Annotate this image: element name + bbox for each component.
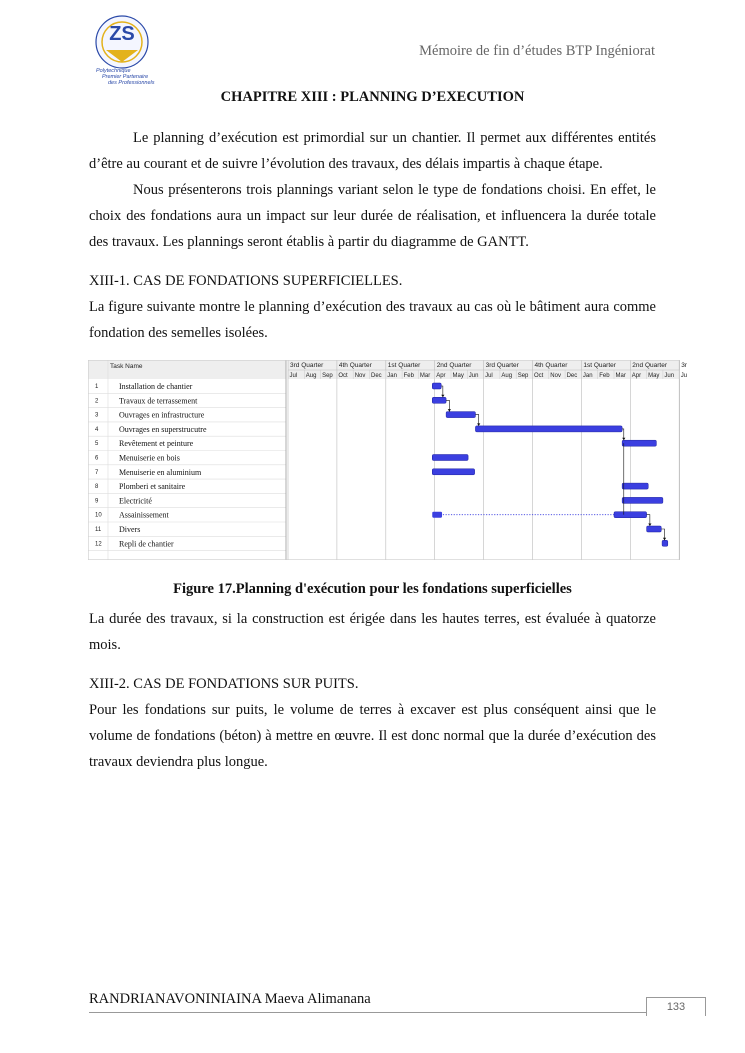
gantt-quarter-label: 4th Quarter <box>534 362 568 369</box>
logo-caption-line-3: des Professionnels <box>108 80 155 86</box>
gantt-month-label: Jul <box>289 373 298 379</box>
gantt-task-id: 6 <box>95 455 99 462</box>
gantt-bar <box>446 412 475 418</box>
gantt-month-label: Mar <box>615 373 626 379</box>
footer-author: RANDRIANAVONINIAINA Maeva Alimanana <box>89 991 371 1007</box>
gantt-task-name: Installation de chantier <box>119 382 193 391</box>
gantt-task-id: 3 <box>95 412 99 419</box>
logo-caption-line-1: Polytechnique <box>96 68 131 74</box>
gantt-month-label: Oct <box>534 373 544 379</box>
gantt-bar-assainissement-start <box>432 512 442 518</box>
gantt-task-name: Menuiserie en bois <box>119 453 180 463</box>
gantt-task-name: Menuiserie en aluminium <box>119 467 202 477</box>
gantt-quarter-label: 3rd Quarter <box>290 362 324 369</box>
gantt-month-label: Dec <box>566 373 578 379</box>
gantt-month-label: Jan <box>582 373 593 379</box>
gantt-bar <box>622 483 648 489</box>
gantt-month-label: Dec <box>371 373 382 379</box>
gantt-bar <box>647 526 662 532</box>
gantt-task-id: 1 <box>95 384 99 390</box>
section-1 <box>89 268 656 346</box>
gantt-bar <box>614 512 647 518</box>
gantt-month-label: Apr <box>436 373 446 379</box>
gantt-month-label: Ju <box>680 373 688 379</box>
gantt-task-id: 10 <box>95 512 102 519</box>
gantt-month-label: May <box>452 373 464 379</box>
gantt-chart <box>88 360 688 560</box>
gantt-month-label: Nov <box>354 373 366 379</box>
gantt-bar <box>622 440 656 446</box>
gantt-task-name: Revêtement et peinture <box>119 439 194 449</box>
footer-rule <box>89 1012 658 1013</box>
chapter-title: CHAPITRE XIII : PLANNING D’EXECUTION <box>220 89 525 105</box>
gantt-month-label: Apr <box>631 373 642 379</box>
gantt-month-label: Sep <box>322 373 333 379</box>
gantt-bar <box>662 540 668 546</box>
intro-section <box>89 125 656 255</box>
gantt-task-id: 4 <box>95 426 99 433</box>
gantt-quarter-label: 2nd Quarter <box>632 362 667 369</box>
gantt-task-name: Ouvrages en infrastructure <box>119 410 205 420</box>
gantt-task-id: 11 <box>95 527 102 533</box>
gantt-task-header: Task Name <box>110 363 143 370</box>
gantt-month-label: Sep <box>517 373 529 379</box>
gantt-task-id: 5 <box>95 441 99 448</box>
gantt-bar <box>622 497 663 503</box>
intro-paragraph-1: Le planning d’exécution est primordial sur un chantier. Il permet aux différentes entités d’être au courant et de suivre l’évolution des travaux, des délais impartis à chaque étape. <box>89 130 656 172</box>
gantt-bar <box>432 455 468 461</box>
gantt-task-name: Assainissement <box>119 510 169 520</box>
section-2-text: Pour les fondations sur puits, le volume de terres à excaver est plus conséquent ainsi que le volume de fondations (béton) à mettre en œuvre. Il est donc normal que la durée d’exécution des travaux deviendra plus longue. <box>89 702 656 770</box>
gantt-month-label: Jun <box>468 373 479 379</box>
gantt-quarter-label: 1st Quarter <box>387 362 421 369</box>
gantt-bar <box>475 426 622 432</box>
gantt-task-id: 9 <box>95 498 99 505</box>
gantt-task-name: Plomberi et sanitaire <box>119 482 186 492</box>
section-2-heading: XIII-2. CAS DE FONDATIONS SUR PUITS. <box>89 676 359 692</box>
logo-monogram: ZS <box>109 23 135 45</box>
gantt-quarter-label: 3r <box>681 362 687 369</box>
gantt-quarter-label: 2nd Quarter <box>436 362 472 369</box>
gantt-task-id: 8 <box>95 484 99 491</box>
gantt-quarter-label: 4th Quarter <box>338 362 372 369</box>
gantt-month-label: Nov <box>550 373 561 379</box>
gantt-month-label: Jan <box>387 373 397 379</box>
gantt-month-label: Oct <box>338 373 348 379</box>
page-number: 133 <box>646 997 706 1016</box>
running-header: Mémoire de fin d’études BTP Ingéniorat <box>419 43 655 59</box>
duration-paragraph <box>89 606 656 658</box>
logo-caption <box>96 68 166 86</box>
section-1-heading: XIII-1. CAS DE FONDATIONS SUPERFICIELLES. <box>89 273 403 289</box>
gantt-task-name: Travaux de terrassement <box>119 396 198 406</box>
gantt-month-label: May <box>648 373 660 379</box>
gantt-month-label: Aug <box>501 373 513 379</box>
gantt-quarter-label: 3rd Quarter <box>485 362 519 369</box>
gantt-month-label: Mar <box>419 373 431 379</box>
gantt-bar <box>432 469 474 475</box>
gantt-task-name: Ouvrages en superstrucutre <box>119 424 207 434</box>
intro-paragraph-2: Nous présenterons trois plannings variant selon le type de fondations choisi. En effet, le choix des fondations aura un impact sur leur durée de réalisation, et influencera la durée totale des travaux. Les plannings seront établis à partir du diagramme de GANTT. <box>89 182 656 250</box>
section-1-text: La figure suivante montre le planning d’exécution des travaux au cas où le bâtiment aura comme fondation des semelles isolées. <box>89 299 656 341</box>
gantt-task-name: Repli de chantier <box>119 539 174 549</box>
logo-caption-line-2: Premier Partenaire <box>102 74 149 80</box>
gantt-task-id: 2 <box>95 398 99 405</box>
gantt-task-name: Divers <box>119 525 141 534</box>
gantt-month-label: Feb <box>599 373 610 379</box>
gantt-month-label: Aug <box>305 373 317 379</box>
gantt-task-id: 12 <box>95 541 102 548</box>
gantt-month-label: Jun <box>664 373 675 379</box>
gantt-month-label: Jul <box>485 373 493 379</box>
gantt-bar <box>432 383 441 389</box>
gantt-task-id: 7 <box>95 469 99 476</box>
figure-caption: Figure 17.Planning d'exécution pour les fondations superficielles <box>173 581 572 597</box>
duration-text: La durée des travaux, si la construction est érigée dans les hautes terres, est évaluée à quatorze mois. <box>89 611 656 653</box>
gantt-month-label: Feb <box>403 373 414 379</box>
section-2 <box>89 671 656 775</box>
gantt-bar <box>432 397 446 403</box>
gantt-quarter-label: 1st Quarter <box>583 362 616 369</box>
gantt-task-name: Electricité <box>119 496 152 506</box>
